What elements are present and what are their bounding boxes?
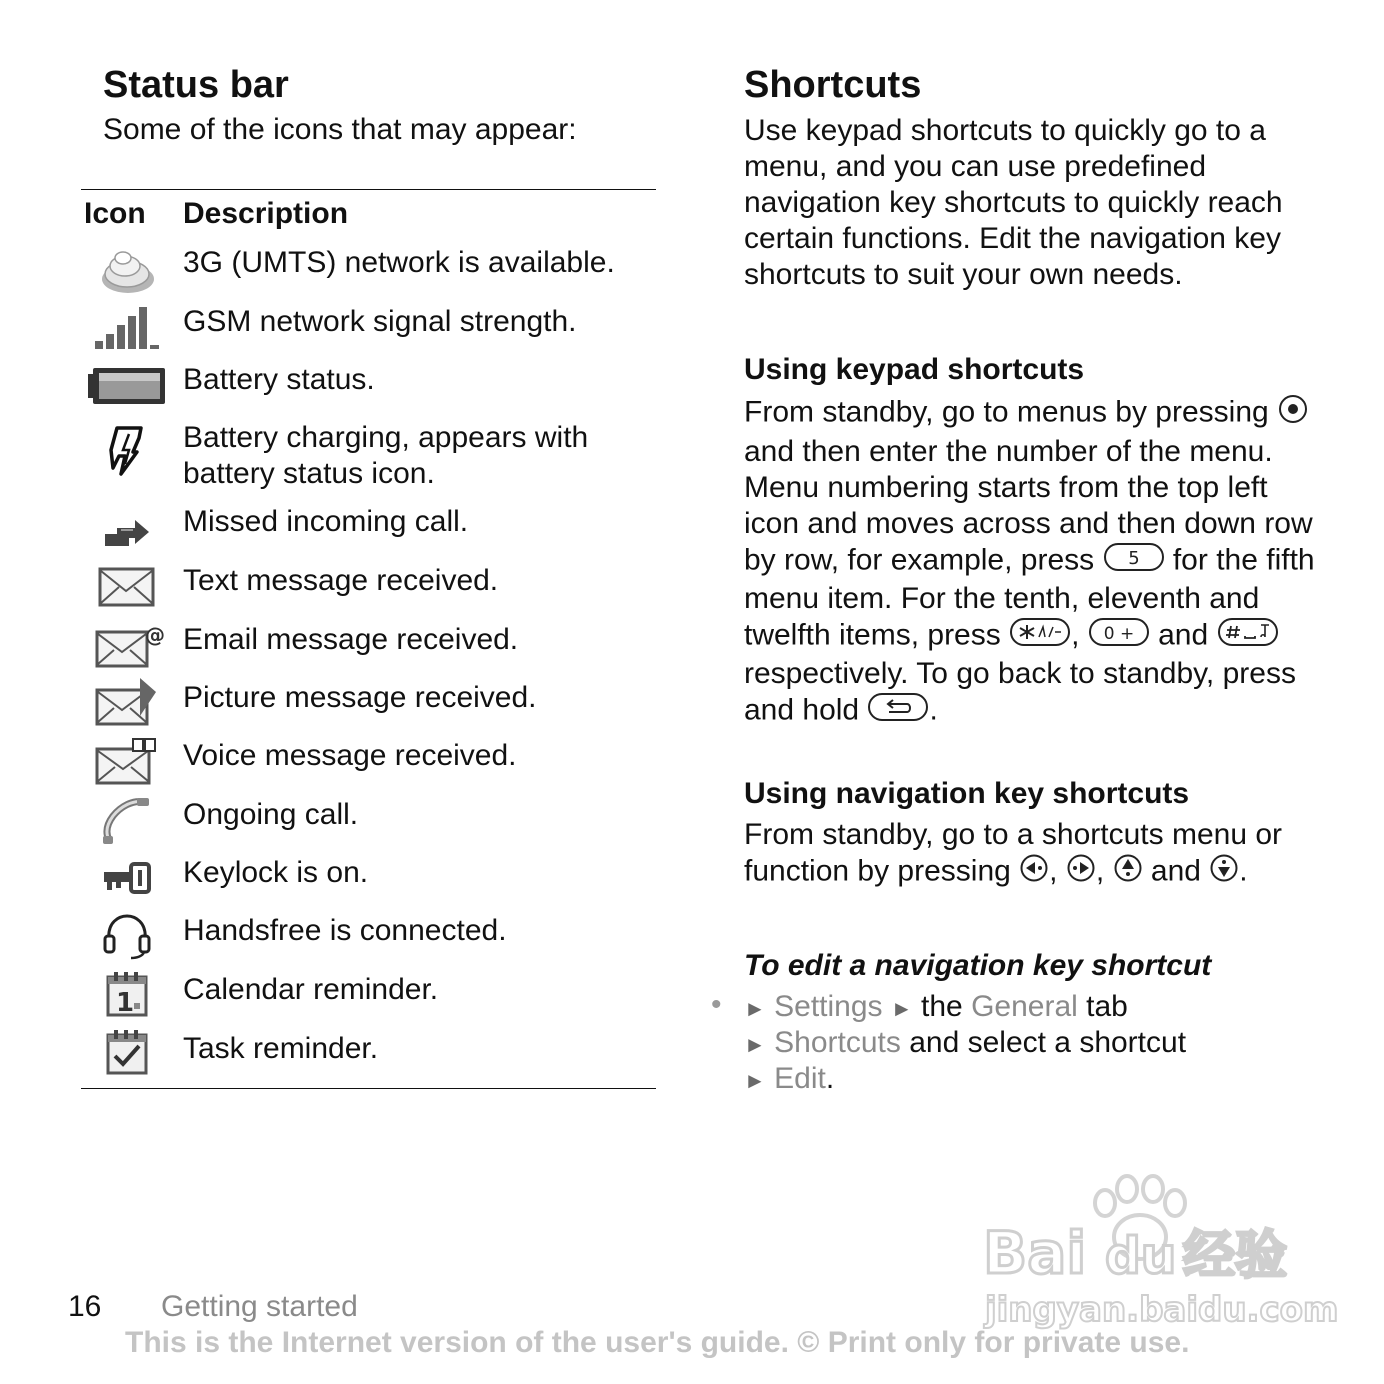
menu-general-tab[interactable]: General xyxy=(971,990,1078,1023)
task-reminder-icon xyxy=(92,1026,162,1078)
table-header-icon: Icon xyxy=(84,197,146,230)
missed-call-icon xyxy=(92,502,162,554)
picture-message-icon xyxy=(92,676,162,728)
keypad-text-4: , xyxy=(1071,618,1080,652)
row-desc-calendar: Calendar reminder. xyxy=(183,973,439,1006)
row-desc-text-message: Text message received. xyxy=(183,564,499,597)
keypad-text-5: and xyxy=(1158,618,1209,652)
page-number: 16 xyxy=(68,1290,102,1323)
step-bullet: • xyxy=(711,988,722,1021)
watermark-brand-cn: 经验 xyxy=(1183,1226,1288,1286)
row-desc-email: Email message received. xyxy=(183,623,519,656)
watermark-brand-prefix: Bai xyxy=(983,1219,1087,1287)
handsfree-icon xyxy=(92,910,162,962)
keylock-icon xyxy=(92,854,162,906)
text-message-icon xyxy=(92,561,162,613)
nav-text-2: , xyxy=(1049,854,1058,888)
keypad-text-1: From standby, go to menus by pressing xyxy=(744,395,1269,429)
navigation-shortcuts-body xyxy=(744,817,1324,892)
nav-left-key-icon xyxy=(1019,853,1049,892)
watermark-url: jingyan.baidu.com xyxy=(985,1290,1339,1330)
step-the: the xyxy=(921,990,963,1023)
nav-up-key-icon xyxy=(1113,853,1143,892)
nav-text-3: , xyxy=(1095,854,1105,888)
battery-charging-icon xyxy=(92,424,162,476)
status-bar-title: Status bar xyxy=(103,64,289,106)
shortcuts-title: Shortcuts xyxy=(744,64,922,106)
arrow-icon: ► xyxy=(890,996,913,1021)
table-bottom-rule xyxy=(81,1088,656,1089)
calendar-reminder-icon xyxy=(92,968,162,1020)
row-desc-keylock: Keylock is on. xyxy=(183,856,369,889)
back-key-icon xyxy=(867,692,929,731)
row-desc-handsfree: Handsfree is connected. xyxy=(183,914,507,947)
five-key-icon xyxy=(1103,542,1165,581)
battery-icon xyxy=(92,360,162,412)
hash-key-icon xyxy=(1217,617,1279,656)
section-name: Getting started xyxy=(161,1290,358,1323)
step-period: . xyxy=(825,1062,835,1095)
menu-settings[interactable]: Settings xyxy=(774,990,883,1023)
row-desc-3g: 3G (UMTS) network is available. xyxy=(183,246,615,279)
five-key-label: 5 xyxy=(1127,548,1140,569)
keypad-text-7: . xyxy=(929,693,938,727)
arrow-icon: ► xyxy=(744,996,766,1021)
star-key-icon xyxy=(1009,617,1071,656)
nav-text-4: and xyxy=(1150,854,1201,888)
baidu-jingyan-watermark xyxy=(975,1175,1339,1335)
footer-note: This is the Internet version of the user's guide. © Print only for private use. xyxy=(125,1326,1190,1359)
arrow-icon: ► xyxy=(744,1032,766,1057)
zero-key-icon xyxy=(1088,617,1150,656)
shortcuts-intro: Use keypad shortcuts to quickly go to a menu, and you can use predefined navigation key shortcuts to quickly reach certain functions. Edit the navigation key shortcuts to suit your own needs. xyxy=(744,114,1283,291)
nav-text-1: From standby, go to a shortcuts menu or function by pressing xyxy=(744,818,1283,888)
keypad-text-2: and then enter the number of the menu. Menu numbering starts from the top left icon and moves across and then down row by row, for example, press xyxy=(744,435,1313,577)
edit-step-line-2 xyxy=(744,1025,1186,1063)
signal-strength-icon xyxy=(92,302,162,354)
edit-step-line-1 xyxy=(744,989,1128,1027)
row-desc-voice: Voice message received. xyxy=(183,739,517,772)
keypad-shortcuts-body xyxy=(744,393,1324,731)
menu-edit[interactable]: Edit xyxy=(774,1062,826,1095)
edit-shortcut-heading: To edit a navigation key shortcut xyxy=(744,949,1212,982)
voice-message-icon xyxy=(92,736,162,788)
row-desc-missed-call: Missed incoming call. xyxy=(183,505,469,538)
table-header-description: Description xyxy=(183,197,349,230)
nav-down-key-icon xyxy=(1209,853,1239,892)
nav-right-key-icon xyxy=(1066,853,1096,892)
keypad-shortcuts-heading: Using keypad shortcuts xyxy=(744,353,1085,386)
row-desc-task: Task reminder. xyxy=(183,1032,379,1065)
navigation-shortcuts-heading: Using navigation key shortcuts xyxy=(744,777,1190,810)
3g-network-icon xyxy=(92,243,162,295)
keypad-text-6: respectively. To go back to standby, press and hold xyxy=(744,657,1296,727)
email-message-icon xyxy=(92,620,165,672)
row-desc-battery: Battery status. xyxy=(183,363,375,396)
zero-key-label: 0 + xyxy=(1103,624,1135,644)
step-select-text: and select a shortcut xyxy=(909,1026,1187,1059)
svg-text:1: 1 xyxy=(116,988,135,1018)
arrow-icon: ► xyxy=(744,1068,766,1093)
step-tab: tab xyxy=(1086,990,1128,1023)
nav-text-5: . xyxy=(1239,854,1248,888)
watermark-brand-suffix: du xyxy=(1105,1227,1177,1285)
svg-text:@: @ xyxy=(145,623,165,647)
row-desc-ongoing-call: Ongoing call. xyxy=(183,798,359,831)
status-bar-intro: Some of the icons that may appear: xyxy=(103,113,577,146)
edit-step-line-3 xyxy=(744,1061,834,1099)
table-top-rule xyxy=(81,189,656,190)
keypad-text-3: for the fifth menu item. For the tenth, eleventh and twelfth items, press xyxy=(744,543,1315,652)
menu-shortcuts[interactable]: Shortcuts xyxy=(774,1026,901,1059)
ongoing-call-icon xyxy=(92,795,162,847)
row-desc-signal: GSM network signal strength. xyxy=(183,305,577,338)
row-desc-picture: Picture message received. xyxy=(183,681,537,714)
center-select-key-icon xyxy=(1277,393,1309,434)
row-desc-charging: Battery charging, appears with battery status icon. xyxy=(183,421,589,490)
